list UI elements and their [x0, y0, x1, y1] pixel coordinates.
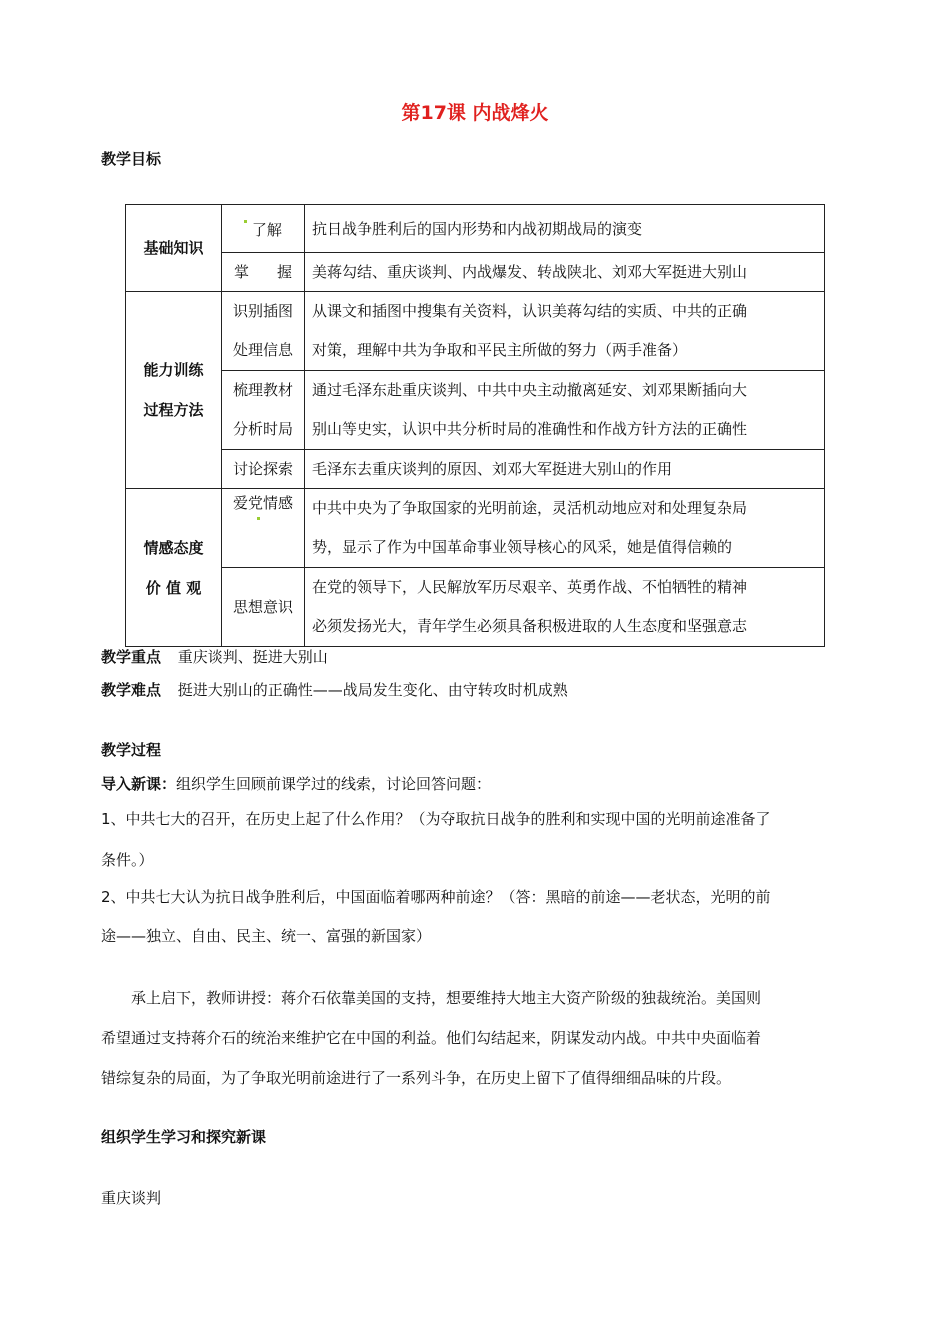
table-row	[126, 253, 825, 292]
content-master: 美蒋勾结、重庆谈判、内战爆发、转战陕北、刘邓大军挺进大别山	[305, 253, 825, 292]
sub-thought: 思想意识	[222, 568, 305, 647]
marker-icon	[257, 517, 260, 520]
difficulty-text: 挺进大别山的正确性——战局发生变化、由守转攻时机成熟	[177, 681, 568, 699]
intro-text: 组织学生回顾前课学过的线索，讨论回答问题：	[176, 775, 492, 793]
question-2-line1: 2、中共七大认为抗日战争胜利后，中国面临着哪两种前途？（答：黑暗的前途——老状态，光明的前	[101, 888, 771, 906]
question-2-line2: 途——独立、自由、民主、统一、富强的新国家）	[101, 927, 432, 945]
difficulty-line	[101, 677, 568, 703]
category-basic-knowledge: 基础知识	[126, 205, 222, 292]
category-ability-line1: 能力训练	[143, 361, 204, 379]
category-ability-line2: 过程方法	[143, 401, 204, 419]
content-analyze-line2: 别山等史实，认识中共分析时局的准确性和作战方针方法的正确性	[312, 420, 748, 438]
content-identify-line1: 从课文和插图中搜集有关资料，认识美蒋勾结的实质、中共的正确	[312, 302, 748, 320]
intro-line	[101, 771, 491, 797]
sub-party	[222, 489, 305, 568]
sub-discuss: 讨论探索	[222, 450, 305, 489]
content-identify-line2: 对策，理解中共为争取和平民主所做的努力（两手准备）	[312, 341, 688, 359]
new-lesson-heading: 组织学生学习和探究新课	[101, 1128, 267, 1146]
category-emotion	[126, 489, 222, 647]
subsection-title: 重庆谈判	[101, 1189, 162, 1207]
table-row	[126, 450, 825, 489]
content-party-line1: 中共中央为了争取国家的光明前途，灵活机动地应对和处理复杂局	[312, 499, 748, 517]
sub-analyze-line2: 分析时局	[232, 420, 293, 438]
question-1-line2: 条件。）	[101, 851, 154, 869]
table-row	[126, 205, 825, 253]
content-thought-line1: 在党的领导下，人民解放军历尽艰辛、英勇作战、不怕牺牲的精神	[312, 578, 748, 596]
category-emotion-line1: 情感态度	[143, 538, 204, 557]
paragraph-line1: 承上启下，教师讲授：蒋介石依靠美国的支持，想要维持大地主大资产阶级的独裁统治。美国则	[131, 989, 762, 1007]
key-point-line	[101, 644, 328, 670]
marker-icon	[244, 220, 247, 223]
sub-identify-line2: 处理信息	[232, 341, 293, 359]
table-row	[126, 489, 825, 568]
content-party	[305, 489, 825, 568]
sub-party-label: 爱党情感	[232, 494, 293, 512]
category-emotion-line2: 价 值 观	[145, 578, 202, 597]
sub-master-b: 握	[276, 263, 292, 281]
key-point-label: 教学重点	[101, 648, 162, 666]
content-analyze	[305, 371, 825, 450]
table-row	[126, 371, 825, 450]
difficulty-label: 教学难点	[101, 681, 162, 699]
paragraph-line2: 希望通过支持蒋介石的统治来维护它在中国的利益。他们勾结起来，阴谋发动内战。中共中央面临着	[101, 1029, 762, 1047]
process-heading: 教学过程	[101, 741, 162, 759]
content-discuss: 毛泽东去重庆谈判的原因、刘邓大军挺进大别山的作用	[305, 450, 825, 489]
sub-identify	[222, 292, 305, 371]
content-analyze-line1: 通过毛泽东赴重庆谈判、中共中央主动撤离延安、刘邓果断插向大	[312, 381, 748, 399]
intro-label: 导入新课：	[101, 775, 177, 793]
content-thought-line2: 必须发扬光大，青年学生必须具备积极进取的人生态度和坚强意志	[312, 617, 748, 635]
paragraph-line3: 错综复杂的局面，为了争取光明前途进行了一系列斗争，在历史上留下了值得细细品味的片段。	[101, 1069, 732, 1087]
content-understand: 抗日战争胜利后的国内形势和内战初期战局的演变	[305, 205, 825, 253]
content-party-line2: 势，显示了作为中国革命事业领导核心的风采，她是值得信赖的	[312, 538, 733, 556]
content-thought	[305, 568, 825, 647]
content-identify	[305, 292, 825, 371]
table-row	[126, 292, 825, 371]
category-ability	[126, 292, 222, 489]
objectives-table	[125, 204, 825, 647]
question-1-line1: 1、中共七大的召开，在历史上起了什么作用？（为夺取抗日战争的胜利和实现中国的光明前途准备了	[101, 810, 771, 828]
sub-analyze	[222, 371, 305, 450]
sub-identify-line1: 识别插图	[232, 302, 293, 320]
sub-understand-label: 了解	[251, 220, 282, 239]
sub-master	[222, 253, 305, 292]
sub-master-a: 掌	[234, 263, 250, 281]
page-title: 第17课 内战烽火	[401, 102, 549, 124]
sub-analyze-line1: 梳理教材	[232, 381, 293, 399]
key-point-text: 重庆谈判、挺进大别山	[177, 648, 328, 666]
objectives-heading: 教学目标	[101, 150, 162, 168]
table-row	[126, 568, 825, 647]
sub-understand	[222, 205, 305, 253]
